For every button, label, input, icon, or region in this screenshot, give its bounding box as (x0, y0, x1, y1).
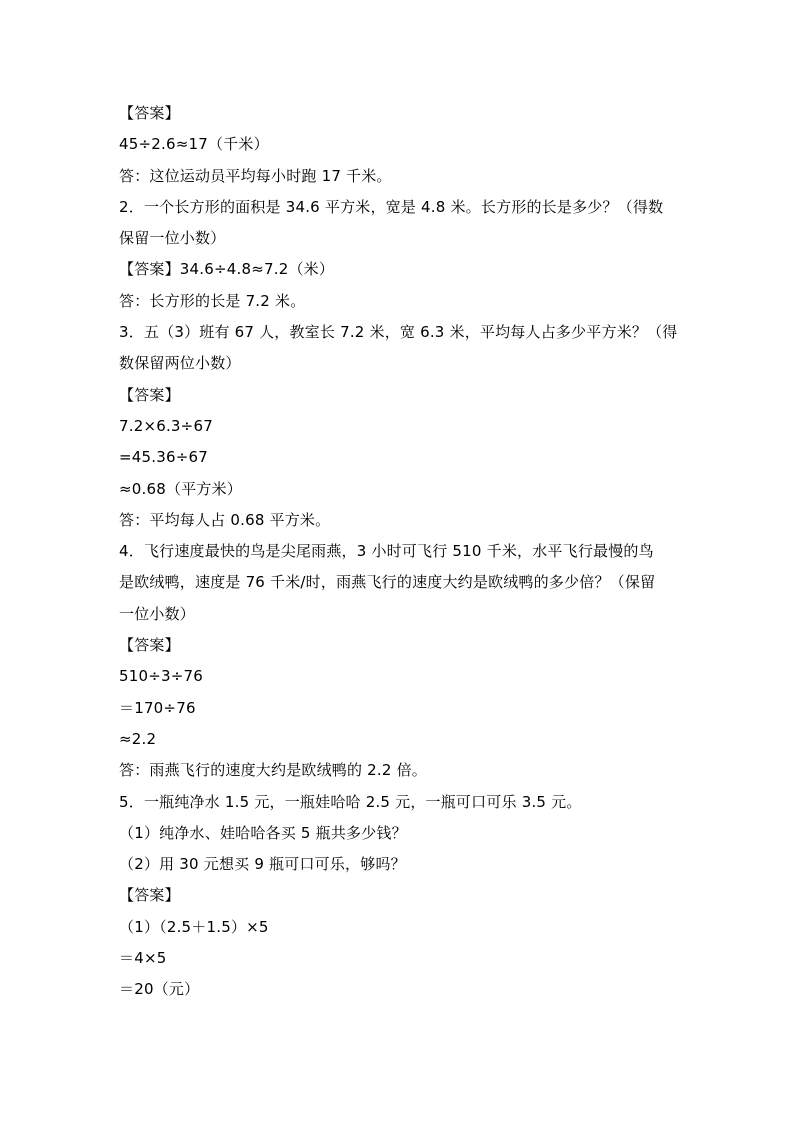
calculation-line: ＝170÷76 (119, 698, 196, 717)
answer-statement: 答：长方形的长是 7.2 米。 (119, 291, 306, 310)
calculation-line: 45÷2.6≈17（千米） (119, 135, 269, 154)
question-4-line-1: 4．飞行速度最快的鸟是尖尾雨燕，3 小时可飞行 510 千米，水平飞行最慢的鸟 (119, 542, 654, 561)
question-5-subquestion-1: （1）纯净水、娃哈哈各买 5 瓶共多少钱？ (119, 823, 407, 842)
calculation-line: ＝4×5 (119, 949, 167, 968)
calculation-line: ≈2.2 (119, 729, 157, 748)
answer-section (119, 98, 679, 1006)
answer-heading: 【答案】 (119, 636, 180, 655)
answer-statement: 答：雨燕飞行的速度大约是欧绒鸭的 2.2 倍。 (119, 761, 427, 780)
question-2-line-2: 保留一位小数） (119, 229, 226, 248)
question-2-line-1: 2．一个长方形的面积是 34.6 平方米，宽是 4.8 米。长方形的长是多少？（得数 (119, 197, 664, 216)
question-4-line-2: 是欧绒鸭，速度是 76 千米/时，雨燕飞行的速度大约是欧绒鸭的多少倍？（保留 (119, 573, 656, 592)
question-5-subquestion-2: （2）用 30 元想买 9 瓶可口可乐，够吗？ (119, 855, 406, 874)
question-3-line-1: 3．五（3）班有 67 人，教室长 7.2 米，宽 6.3 米，平均每人占多少平方米？（得 (119, 323, 678, 342)
question-4-line-3: 一位小数） (119, 604, 196, 623)
answer-heading: 【答案】 (119, 886, 180, 905)
answer-statement: 答：这位运动员平均每小时跑 17 千米。 (119, 166, 392, 185)
answer-heading: 【答案】 (119, 385, 180, 404)
calculation-line: ＝20（元） (119, 980, 200, 999)
calculation-line: =45.36÷67 (119, 448, 208, 467)
answer-heading: 【答案】 (119, 104, 180, 122)
question-3-line-2: 数保留两位小数） (119, 354, 241, 373)
calculation-line: 7.2×6.3÷67 (119, 416, 213, 435)
calculation-line: ≈0.68（平方米） (119, 479, 242, 498)
question-5-line-1: 5．一瓶纯净水 1.5 元，一瓶娃哈哈 2.5 元，一瓶可口可乐 3.5 元。 (119, 792, 582, 811)
calculation-line: （1）（2.5＋1.5）×5 (119, 917, 269, 936)
answer-heading-with-calculation: 【答案】34.6÷4.8≈7.2（米） (119, 260, 335, 279)
answer-statement: 答：平均每人占 0.68 平方米。 (119, 510, 331, 529)
calculation-line: 510÷3÷76 (119, 667, 203, 686)
